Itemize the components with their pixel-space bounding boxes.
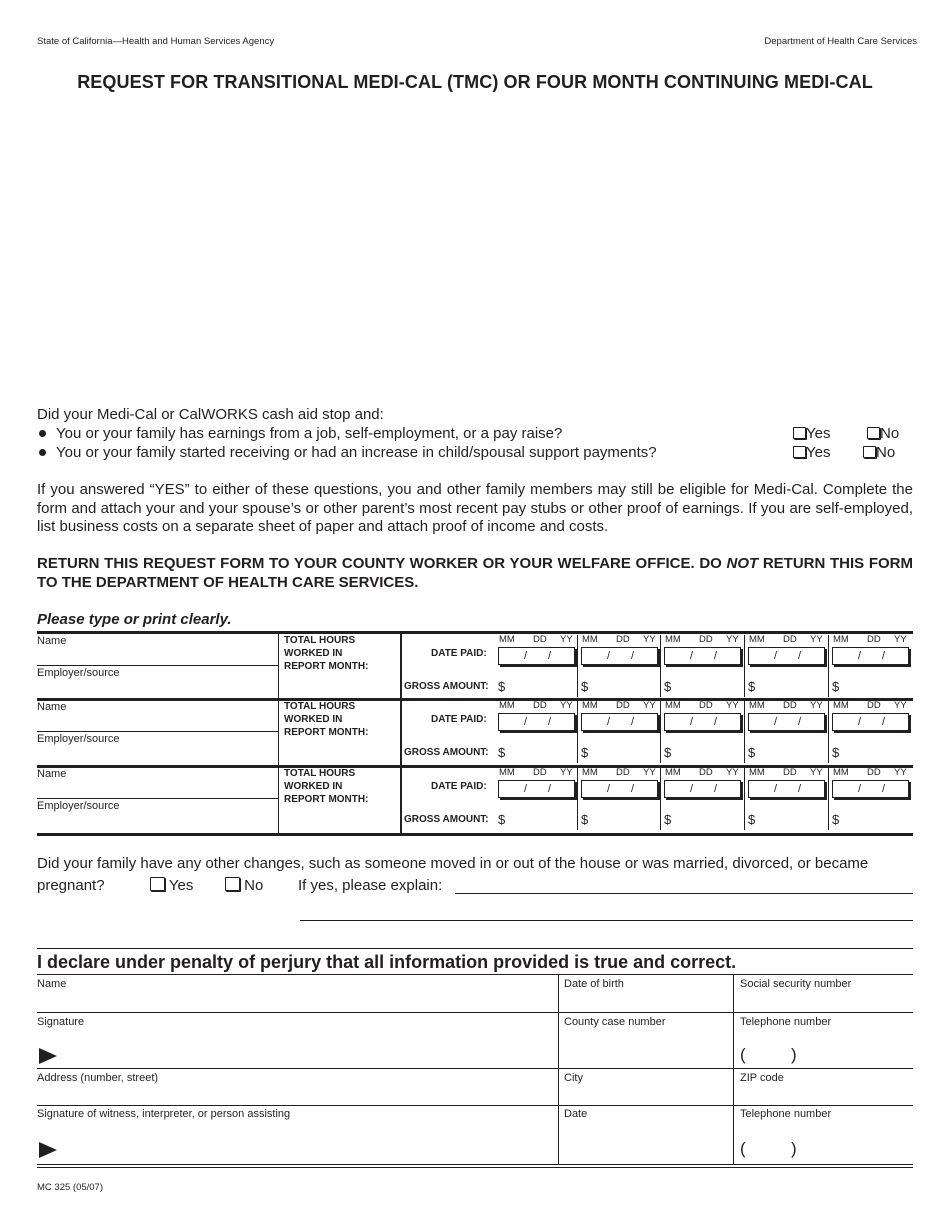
date-separator: / [882, 650, 886, 662]
gross-amount-field[interactable]: $ [664, 812, 672, 827]
table-rule [37, 765, 913, 768]
instructions-paragraph: If you answered “YES” to either of these questions, you and other family members may still be eligible for Medi-Cal. Complete the form and attach your and your spouse’s or other parent’s most recent pay stubs or other proof of earnings. If you are self-employed, list business costs on a separate sheet of paper and attach proof of income and costs. [37, 481, 913, 536]
year-label: YY [726, 634, 739, 645]
area-code-close: ) [791, 1139, 797, 1158]
day-label: DD [867, 634, 881, 645]
day-label: DD [533, 700, 547, 711]
column-rule [400, 632, 402, 833]
area-code-close: ) [791, 1045, 797, 1064]
month-label: MM [665, 767, 681, 778]
gross-amount-field[interactable]: $ [664, 679, 672, 694]
pay-column-rule [577, 635, 578, 697]
page-title: REQUEST FOR TRANSITIONAL MEDI-CAL (TMC) OR FOUR MONTH CONTINUING MEDI-CAL [77, 72, 873, 92]
date-paid-field[interactable] [581, 780, 658, 798]
checkbox-icon[interactable] [793, 446, 806, 458]
gross-amount-label: GROSS AMOUNT: [404, 681, 489, 692]
date-separator: / [631, 716, 635, 728]
day-label: DD [699, 767, 713, 778]
checkbox-icon[interactable] [793, 427, 806, 439]
gross-amount-field[interactable]: $ [581, 679, 589, 694]
column-rule [733, 974, 734, 1165]
hours-label: WORKED IN [284, 781, 343, 792]
changes-no-option[interactable]: No [225, 877, 263, 896]
explain-label: If yes, please explain: [298, 877, 443, 894]
declaration-statement: I declare under penalty of perjury that all information provided is true and correct. [37, 952, 737, 972]
employer-field[interactable]: Employer/source [37, 800, 120, 812]
gross-amount-field[interactable]: $ [748, 812, 756, 827]
date-paid-field[interactable] [748, 780, 825, 798]
row-rule [37, 1012, 913, 1013]
gross-amount-field[interactable]: $ [832, 745, 840, 760]
gross-amount-field[interactable]: $ [581, 812, 589, 827]
date-separator: / [690, 716, 694, 728]
pay-column-rule [744, 635, 745, 697]
form-number: MC 325 (05/07) [37, 1182, 104, 1193]
pay-column-rule [660, 768, 661, 830]
q1-no-option[interactable]: No [867, 425, 899, 444]
row-rule [37, 1105, 913, 1106]
date-separator: / [714, 716, 718, 728]
date-separator: / [607, 650, 611, 662]
pay-column-rule [828, 635, 829, 697]
gross-amount-field[interactable]: $ [498, 745, 506, 760]
sign-here-arrow-icon [39, 1142, 57, 1158]
explain-line-2[interactable] [300, 920, 913, 921]
day-label: DD [783, 634, 797, 645]
bullet-icon [39, 449, 46, 456]
month-label: MM [582, 767, 598, 778]
month-label: MM [499, 700, 515, 711]
year-label: YY [894, 700, 907, 711]
hours-label: WORKED IN [284, 648, 343, 659]
date-separator: / [774, 650, 778, 662]
day-label: DD [533, 767, 547, 778]
date-paid-field[interactable] [581, 647, 658, 665]
date-separator: / [882, 783, 886, 795]
area-code-open: ( [740, 1139, 746, 1158]
date-paid-field[interactable] [664, 647, 741, 665]
hours-label: TOTAL HOURS [284, 701, 356, 712]
date-separator: / [631, 783, 635, 795]
gross-amount-field[interactable]: $ [664, 745, 672, 760]
column-rule [278, 632, 279, 833]
dob-field[interactable]: Date of birth [564, 978, 624, 990]
year-label: YY [726, 767, 739, 778]
print-clearly-note: Please type or print clearly. [37, 611, 232, 628]
changes-question: Did your family have any other changes, such as someone moved in or out of the house or was married, divorced, or became [37, 855, 869, 872]
date-separator: / [524, 783, 528, 795]
day-label: DD [783, 767, 797, 778]
gross-amount-field[interactable]: $ [748, 745, 756, 760]
month-label: MM [749, 634, 765, 645]
question-earnings: You or your family has earnings from a job, self-employment, or a pay raise? [37, 425, 562, 444]
date-separator: / [774, 716, 778, 728]
day-label: DD [616, 767, 630, 778]
date-field[interactable]: Date [564, 1108, 588, 1120]
month-label: MM [582, 700, 598, 711]
witness-signature-field[interactable]: Signature of witness, interpreter, or person assisting [37, 1108, 291, 1120]
pay-column-rule [577, 701, 578, 763]
gross-amount-field[interactable]: $ [498, 679, 506, 694]
date-paid-field[interactable] [748, 713, 825, 731]
name-field[interactable]: Name [37, 768, 67, 780]
gross-amount-field[interactable]: $ [498, 812, 506, 827]
date-paid-field[interactable] [498, 713, 575, 731]
question-support: You or your family started receiving or had an increase in child/spousal support payments? [37, 444, 657, 463]
day-label: DD [699, 700, 713, 711]
year-label: YY [560, 634, 573, 645]
hours-label: REPORT MONTH: [284, 661, 369, 672]
ssn-field[interactable]: Social security number [740, 978, 852, 990]
date-separator: / [524, 650, 528, 662]
name-underline [37, 731, 278, 732]
date-separator: / [631, 650, 635, 662]
date-paid-field[interactable] [664, 780, 741, 798]
return-instructions: RETURN THIS REQUEST FORM TO YOUR COUNTY WORKER OR YOUR WELFARE OFFICE. DO NOT RETURN THIS FORM TO THE DEPARTMENT OF HEALTH CARE SERVICES. [37, 555, 913, 591]
column-rule [558, 974, 559, 1165]
day-label: DD [699, 634, 713, 645]
pay-column-rule [744, 701, 745, 763]
bottom-double-rule [37, 1167, 913, 1168]
gross-amount-field[interactable]: $ [581, 745, 589, 760]
date-separator: / [714, 783, 718, 795]
year-label: YY [643, 767, 656, 778]
date-paid-label: DATE PAID: [431, 648, 487, 659]
gross-amount-field[interactable]: $ [832, 679, 840, 694]
pay-column-rule [828, 768, 829, 830]
year-label: YY [726, 700, 739, 711]
gross-amount-label: GROSS AMOUNT: [404, 814, 489, 825]
year-label: YY [894, 634, 907, 645]
date-paid-field[interactable] [832, 780, 909, 798]
month-label: MM [749, 700, 765, 711]
row-rule [37, 1164, 913, 1165]
date-separator: / [774, 783, 778, 795]
q2-yes-option[interactable]: Yes [793, 444, 830, 463]
date-paid-label: DATE PAID: [431, 714, 487, 725]
month-label: MM [749, 767, 765, 778]
year-label: YY [810, 700, 823, 711]
year-label: YY [810, 767, 823, 778]
checkbox-icon[interactable] [863, 446, 876, 458]
table-rule [37, 833, 913, 836]
date-separator: / [858, 650, 862, 662]
changes-question-cont: pregnant? [37, 877, 105, 894]
hours-label: TOTAL HOURS [284, 635, 356, 646]
year-label: YY [560, 700, 573, 711]
gross-amount-label: GROSS AMOUNT: [404, 747, 489, 758]
signature-field[interactable]: Signature [37, 1016, 85, 1028]
address-field[interactable]: Address (number, street) [37, 1072, 159, 1084]
month-label: MM [833, 700, 849, 711]
date-paid-label: DATE PAID: [431, 781, 487, 792]
sign-here-arrow-icon [39, 1048, 57, 1064]
table-rule [37, 631, 913, 634]
date-separator: / [798, 650, 802, 662]
city-field[interactable]: City [564, 1072, 583, 1084]
row-rule [37, 1068, 913, 1069]
pay-column-rule [828, 701, 829, 763]
telephone-field[interactable]: Telephone number [740, 1016, 832, 1028]
county-case-field[interactable]: County case number [564, 1016, 666, 1028]
name-underline [37, 665, 278, 666]
zip-field[interactable]: ZIP code [740, 1072, 784, 1084]
date-separator: / [690, 783, 694, 795]
date-separator: / [524, 716, 528, 728]
date-paid-field[interactable] [581, 713, 658, 731]
department-name: Department of Health Care Services [764, 36, 917, 47]
date-separator: / [882, 716, 886, 728]
q1-yes-option[interactable]: Yes [793, 425, 830, 444]
date-paid-field[interactable] [498, 780, 575, 798]
hours-label: REPORT MONTH: [284, 727, 369, 738]
pay-column-rule [577, 768, 578, 830]
day-label: DD [533, 634, 547, 645]
questions-intro: Did your Medi-Cal or CalWORKS cash aid stop and: [37, 406, 384, 423]
hours-label: TOTAL HOURS [284, 768, 356, 779]
checkbox-icon[interactable] [150, 877, 165, 891]
date-separator: / [548, 716, 552, 728]
hours-label: REPORT MONTH: [284, 794, 369, 805]
month-label: MM [582, 634, 598, 645]
date-separator: / [548, 650, 552, 662]
table-rule [37, 698, 913, 701]
day-label: DD [616, 634, 630, 645]
date-paid-field[interactable] [832, 647, 909, 665]
date-paid-field[interactable] [832, 713, 909, 731]
day-label: DD [867, 767, 881, 778]
agency-name: State of California—Health and Human Services Agency [37, 36, 275, 47]
bullet-icon [39, 430, 46, 437]
date-paid-field[interactable] [748, 647, 825, 665]
name-field[interactable]: Name [37, 635, 67, 647]
declaration-rule [37, 974, 913, 975]
day-label: DD [867, 700, 881, 711]
explain-line-1[interactable] [455, 893, 913, 894]
day-label: DD [616, 700, 630, 711]
date-separator: / [798, 783, 802, 795]
date-separator: / [607, 716, 611, 728]
date-separator: / [548, 783, 552, 795]
date-paid-field[interactable] [664, 713, 741, 731]
gross-amount-field[interactable]: $ [832, 812, 840, 827]
name-field[interactable]: Name [37, 701, 67, 713]
checkbox-icon[interactable] [225, 877, 240, 891]
year-label: YY [643, 634, 656, 645]
changes-yes-option[interactable]: Yes [150, 877, 193, 896]
date-separator: / [714, 650, 718, 662]
date-separator: / [858, 716, 862, 728]
pay-column-rule [660, 701, 661, 763]
date-paid-field[interactable] [498, 647, 575, 665]
date-separator: / [858, 783, 862, 795]
month-label: MM [833, 634, 849, 645]
year-label: YY [643, 700, 656, 711]
year-label: YY [894, 767, 907, 778]
checkbox-icon[interactable] [867, 427, 880, 439]
date-separator: / [607, 783, 611, 795]
month-label: MM [833, 767, 849, 778]
year-label: YY [560, 767, 573, 778]
date-separator: / [798, 716, 802, 728]
area-code-open: ( [740, 1045, 746, 1064]
month-label: MM [665, 634, 681, 645]
day-label: DD [783, 700, 797, 711]
date-separator: / [690, 650, 694, 662]
telephone-2-field[interactable]: Telephone number [740, 1108, 832, 1120]
name-field[interactable]: Name [37, 978, 67, 990]
pay-column-rule [660, 635, 661, 697]
gross-amount-field[interactable]: $ [748, 679, 756, 694]
employer-field[interactable]: Employer/source [37, 667, 120, 679]
month-label: MM [499, 634, 515, 645]
name-underline [37, 798, 278, 799]
employer-field[interactable]: Employer/source [37, 733, 120, 745]
month-label: MM [499, 767, 515, 778]
q2-no-option[interactable]: No [863, 444, 895, 463]
hours-label: WORKED IN [284, 714, 343, 725]
declaration-top-rule [37, 948, 913, 949]
year-label: YY [810, 634, 823, 645]
month-label: MM [665, 700, 681, 711]
pay-column-rule [744, 768, 745, 830]
